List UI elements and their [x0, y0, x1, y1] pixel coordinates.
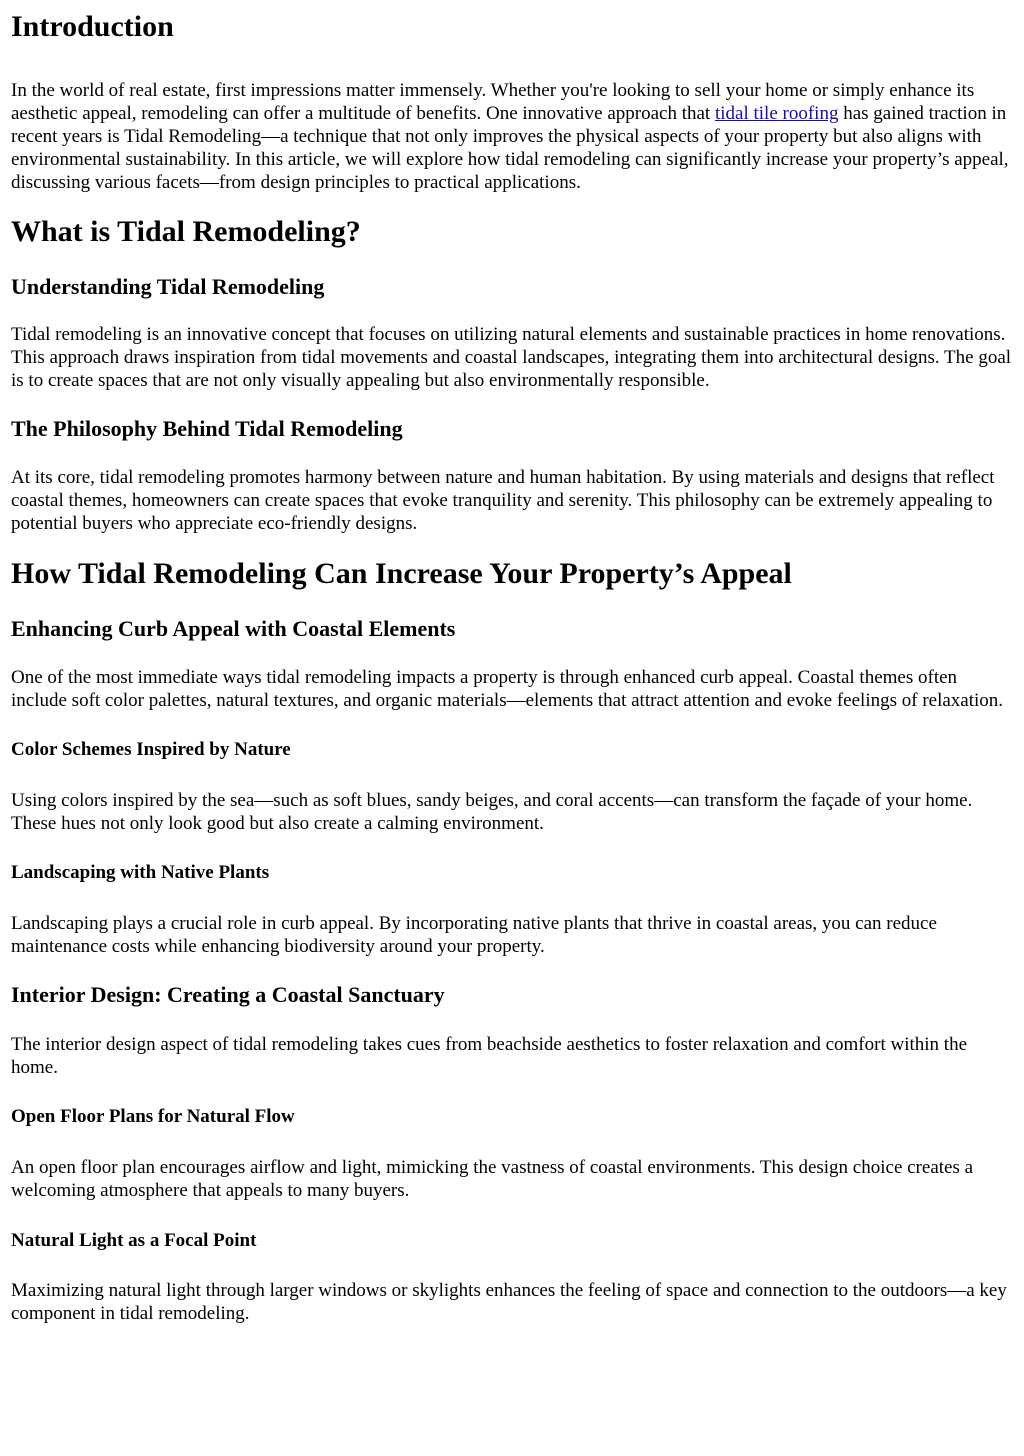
- landscaping-paragraph: Landscaping plays a crucial role in curb appeal. By incorporating native plants that thrive in coastal areas, you can reduce maintenance costs while enhancing biodiversity around your property.: [11, 913, 937, 957]
- intro-paragraph: [11, 79, 1014, 194]
- understanding-paragraph: Tidal remodeling is an innovative concept that focuses on utilizing natural elements and sustainable practices in home renovations. This approach draws inspiration from tidal movements and coastal landscapes, integrating them into architectural designs. The goal is to create spaces that are not only visually appealing but also environmentally responsible.: [11, 324, 1012, 391]
- intro-text-before-link: In the world of real estate, first impressions matter immensely. Whether you're looking to sell your home or simply enhance its aesthetic appeal, remodeling can offer a multitude of benefits. One innovative approach that: [11, 80, 975, 124]
- subsection-heading-curb-appeal: Enhancing Curb Appeal with Coastal Elements: [11, 616, 456, 641]
- minor-heading-landscaping: Landscaping with Native Plants: [11, 862, 270, 883]
- section-heading-how-increase-appeal: How Tidal Remodeling Can Increase Your Property’s Appeal: [11, 557, 792, 590]
- intro-text-after-link: has gained traction in recent years is Tidal Remodeling—a technique that not only improves the physical aspects of your property but also aligns with environmental sustainability. In this article, we will explore how tidal remodeling can significantly increase your property’s appeal, discussing various facets—from design principles to practical applications.: [11, 103, 1009, 193]
- minor-heading-natural-light: Natural Light as a Focal Point: [11, 1230, 257, 1251]
- minor-heading-open-floor-plans: Open Floor Plans for Natural Flow: [11, 1106, 295, 1127]
- natural-light-paragraph: Maximizing natural light through larger windows or skylights enhances the feeling of space and connection to the outdoors—a key component in tidal remodeling.: [11, 1280, 1007, 1324]
- article-page: [0, 10, 1024, 1325]
- interior-design-paragraph: The interior design aspect of tidal remodeling takes cues from beachside aesthetics to foster relaxation and comfort within the home.: [11, 1034, 968, 1078]
- subsection-heading-philosophy: The Philosophy Behind Tidal Remodeling: [11, 416, 403, 441]
- philosophy-paragraph: At its core, tidal remodeling promotes harmony between nature and human habitation. By using materials and designs that reflect coastal themes, homeowners can create spaces that evoke tranquility and serenity. This philosophy can be extremely appealing to potential buyers who appreciate eco-friendly designs.: [11, 467, 995, 534]
- subsection-heading-understanding: Understanding Tidal Remodeling: [11, 274, 325, 299]
- section-heading-introduction: Introduction: [11, 10, 174, 43]
- curb-appeal-paragraph: One of the most immediate ways tidal remodeling impacts a property is through enhanced curb appeal. Coastal themes often include soft color palettes, natural textures, and organic materials—elements that attract attention and evoke feelings of relaxation.: [11, 667, 1004, 711]
- subsection-heading-interior-design: Interior Design: Creating a Coastal Sanctuary: [11, 982, 445, 1007]
- open-floor-plans-paragraph: An open floor plan encourages airflow and light, mimicking the vastness of coastal environments. This design choice creates a welcoming atmosphere that appeals to many buyers.: [11, 1157, 974, 1201]
- section-heading-what-is-tidal-remodeling: What is Tidal Remodeling?: [11, 215, 361, 248]
- color-schemes-paragraph: Using colors inspired by the sea—such as soft blues, sandy beiges, and coral accents—can transform the façade of your home. These hues not only look good but also create a calming environment.: [11, 790, 973, 834]
- minor-heading-color-schemes: Color Schemes Inspired by Nature: [11, 739, 291, 760]
- tidal-tile-roofing-link[interactable]: tidal tile roofing: [714, 103, 839, 124]
